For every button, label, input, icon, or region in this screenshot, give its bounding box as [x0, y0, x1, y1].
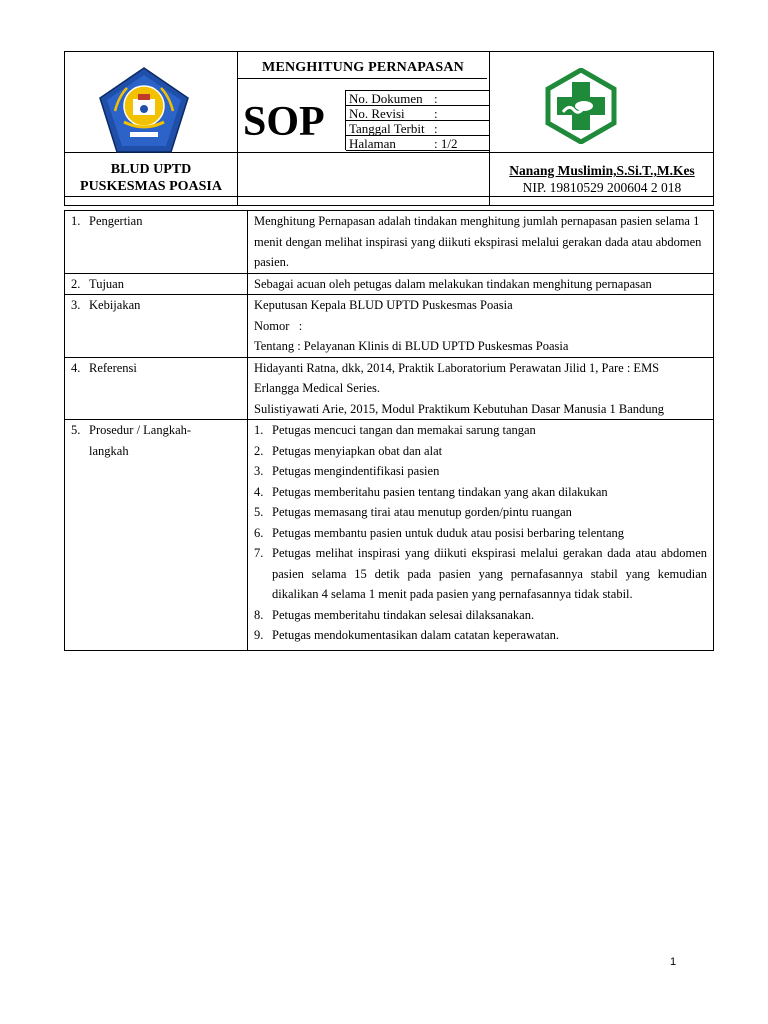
- section-label: Tujuan: [89, 276, 124, 291]
- section-text: Hidayanti Ratna, dkk, 2014, Praktik Laboratorium Perawatan Jilid 1, Pare : EMS Erlangga Medical Series.: [254, 360, 660, 395]
- table-row: [65, 273, 714, 295]
- signer-block: [489, 162, 715, 196]
- section-number: 5.: [71, 423, 81, 437]
- section-label: Referensi: [89, 360, 137, 375]
- list-item: [254, 502, 707, 523]
- section-text: Keputusan Kepala BLUD UPTD Puskesmas Poasia: [254, 298, 513, 312]
- section-label: Prosedur / Langkah-langkah: [89, 423, 192, 458]
- document-info-box: [345, 90, 490, 150]
- section-text: Menghitung Pernapasan adalah tindakan menghitung jumlah pernapasan pasien selama 1 menit dengan melihat inspirasi yang diikuti ekspirasi melalui gerakan dada atau abdomen pasien.: [254, 214, 702, 269]
- section-label-cell: [65, 420, 248, 651]
- issue-date-row: [346, 121, 490, 136]
- section-content-cell: [248, 357, 714, 420]
- page-value: : 1/2: [434, 136, 458, 151]
- section-label-cell: [65, 273, 248, 295]
- document-title: MENGHITUNG PERNAPASAN: [262, 60, 464, 75]
- section-text: Sulistiyawati Arie, 2015, Modul Praktikum Kebutuhan Dasar Manusia 1 Bandung: [254, 401, 665, 416]
- list-item: [254, 441, 707, 462]
- section-text: Tentang : Pelayanan Klinis di BLUD UPTD Puskesmas Poasia: [254, 339, 569, 353]
- step-number: 9.: [254, 628, 264, 642]
- signer-nip: NIP. 19810529 200604 2 018: [522, 180, 682, 195]
- puskesmas-cross-icon: [543, 68, 619, 144]
- section-content-cell: [248, 273, 714, 295]
- step-text: Petugas membantu pasien untuk duduk atau posisi berbaring telentang: [272, 525, 625, 540]
- section-text: Nomor :: [254, 318, 303, 333]
- step-text: Petugas melihat inspirasi yang diikuti ekspirasi melalui gerakan dada atau abdomen pasien selama 15 detik pada pasien yang pernafasannya stabil yang kemudian dikalikan 4 selama 1 menit pada pasien yang pernafasannya tidak stabil.: [272, 546, 707, 601]
- doc-number-row: [346, 91, 490, 106]
- organization-name: [65, 161, 237, 195]
- step-number: 7.: [254, 546, 264, 560]
- section-label-cell: [65, 211, 248, 274]
- step-text: Petugas memberitahu tindakan selesai dilaksanakan.: [272, 607, 535, 622]
- page-label: Halaman: [349, 136, 396, 151]
- section-number: 4.: [71, 360, 81, 375]
- step-text: Petugas mendokumentasikan dalam catatan keperawatan.: [272, 628, 560, 642]
- doc-number-label: No. Dokumen: [349, 91, 423, 106]
- revision-label: No. Revisi: [349, 106, 405, 121]
- signer-name: Nanang Muslimin,S.Si.T.,M.Kes: [509, 163, 695, 178]
- page-number: 1: [670, 956, 677, 968]
- organization-line-1: BLUD UPTD: [110, 162, 192, 177]
- section-number: 3.: [71, 298, 81, 312]
- sop-content-table: [64, 210, 714, 651]
- table-row: [65, 211, 714, 274]
- step-number: 2.: [254, 443, 264, 458]
- section-label-cell: [65, 357, 248, 420]
- organization-line-2: PUSKESMAS POASIA: [80, 179, 222, 194]
- table-row: [65, 357, 714, 420]
- sop-header: [64, 51, 714, 206]
- list-item: [254, 420, 707, 441]
- list-item: [254, 625, 707, 646]
- section-label: Kebijakan: [89, 298, 141, 312]
- doc-number-value: :: [434, 91, 438, 106]
- step-number: 6.: [254, 525, 264, 540]
- section-label: Pengertian: [89, 214, 143, 228]
- issue-date-label: Tanggal Terbit: [349, 121, 425, 136]
- section-content-cell: [248, 295, 714, 358]
- step-number: 1.: [254, 423, 264, 437]
- sop-label: SOP: [243, 99, 325, 145]
- step-number: 8.: [254, 607, 264, 622]
- procedure-steps-list: [254, 420, 707, 646]
- step-text: Petugas memberitahu pasien tentang tindakan yang akan dilakukan: [272, 484, 608, 499]
- issue-date-value: :: [434, 121, 438, 136]
- section-number: 2.: [71, 276, 81, 291]
- regional-government-crest-icon: [97, 66, 191, 156]
- header-divider-bottom: [65, 196, 713, 197]
- list-item: [254, 482, 707, 503]
- list-item: [254, 543, 707, 605]
- step-text: Petugas menyiapkan obat dan alat: [272, 443, 443, 458]
- revision-value: :: [434, 106, 438, 121]
- step-number: 3.: [254, 464, 264, 478]
- section-text: Sebagai acuan oleh petugas dalam melakukan tindakan menghitung pernapasan: [254, 276, 652, 291]
- step-number: 5.: [254, 505, 264, 519]
- step-text: Petugas mengindentifikasi pasien: [272, 464, 440, 478]
- list-item: [254, 523, 707, 544]
- list-item: [254, 605, 707, 626]
- step-text: Petugas mencuci tangan dan memakai sarung tangan: [272, 423, 536, 437]
- section-number: 1.: [71, 214, 81, 228]
- revision-row: [346, 106, 490, 121]
- section-label-cell: [65, 295, 248, 358]
- title-underline: [237, 78, 487, 79]
- section-content-cell: [248, 420, 714, 651]
- page-row: [346, 136, 490, 151]
- table-row: [65, 420, 714, 651]
- table-row: [65, 295, 714, 358]
- step-text: Petugas memasang tirai atau menutup gorden/pintu ruangan: [272, 505, 572, 519]
- step-number: 4.: [254, 484, 264, 499]
- section-content-cell: [248, 211, 714, 274]
- list-item: [254, 461, 707, 482]
